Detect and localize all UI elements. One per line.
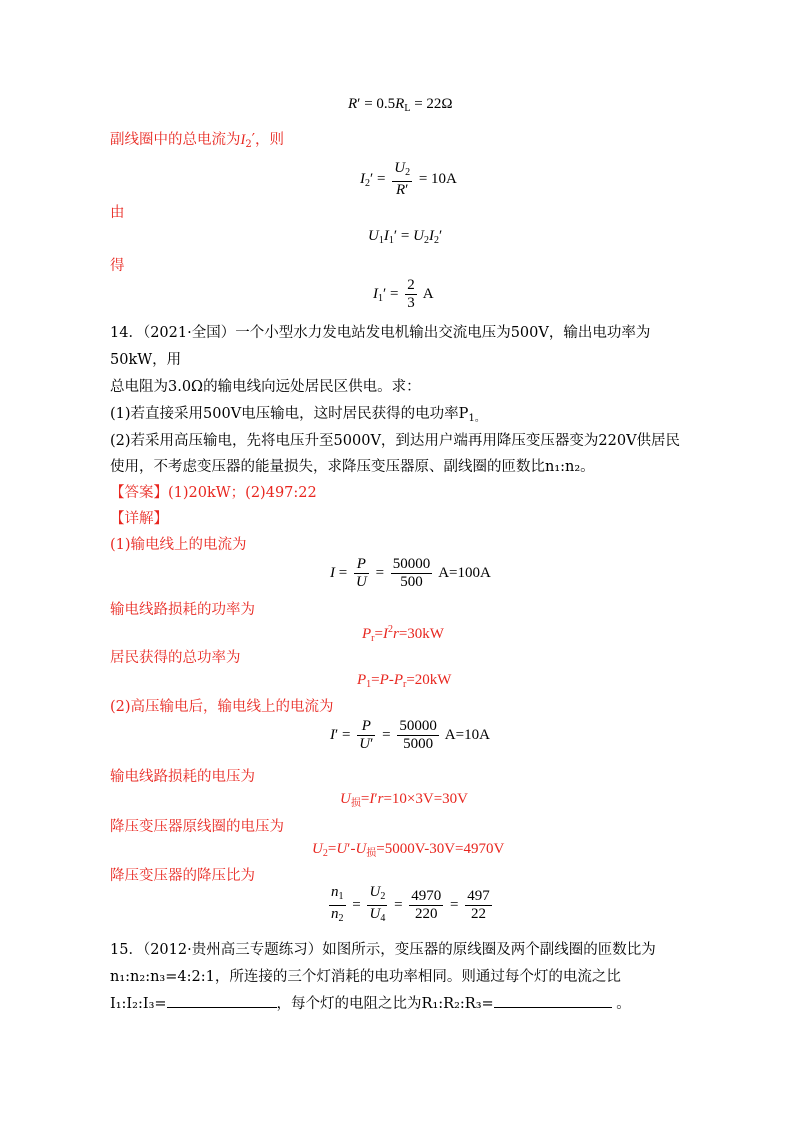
q14-part1: (1)若直接采用500V电压输电，这时居民获得的电功率$P_{1。}$ — [110, 406, 485, 424]
text-secondary-total-current: 副线圈中的总电流为$I_2'$，则 — [110, 132, 285, 150]
answer-blank-resistance-ratio[interactable] — [494, 993, 612, 1008]
q14-line1: 14．（2021·全国）一个小型水力发电站发电机输出交流电压为500V，输出电功率为 — [110, 325, 651, 341]
q14-step5: 输电线路损耗的电压为 — [110, 769, 255, 785]
answer-blank-current-ratio[interactable] — [167, 993, 277, 1008]
equation-r-prime: $R' = 0.5R_L = 22\Omega$ — [348, 96, 453, 114]
q14-step7: 降压变压器的降压比为 — [110, 868, 255, 884]
q14-part2a: (2)若采用高压输电，先将电压升至5000V，到达用户端再用降压变压器变为220V供居民 — [110, 433, 681, 449]
q14-step2: 输电线路损耗的功率为 — [110, 602, 255, 618]
equation-current-direct: I = $\frac{P}{U}$ = $\frac{50000}{500}$ A=100A — [330, 556, 491, 590]
text-de: 得 — [110, 258, 125, 274]
q15-line2: n₁:n₂:n₃=4:2:1，所连接的三个灯消耗的电功率相同。则通过每个灯的电流之比 — [110, 969, 621, 985]
q15-line3: I₁:I₂:I₃= ，每个灯的电阻之比为R₁:R₂:R₃= 。 — [110, 993, 631, 1014]
equation-i1-prime: $I_1'$ = $\frac{2}{3}$ A — [373, 277, 434, 311]
q14-line2: 50kW，用 — [110, 352, 182, 368]
q14-part2b: 使用，不考虑变压器的能量损失，求降压变压器原、副线圈的匝数比n₁:n₂。 — [110, 459, 595, 475]
equation-current-high-voltage: I′ = $\frac{P}{U'}$ = $\frac{50000}{5000}$ A=10A — [330, 718, 490, 752]
q15-line1: 15．（2012·贵州高三专题练习）如图所示，变压器的原线圈及两个副线圈的匝数比为 — [110, 942, 656, 958]
equation-primary-voltage: $U_2=U'-U_损=5000V-30V=4970V$ — [312, 841, 505, 859]
equation-i2-prime: $I_2'$ = $\frac{U_2}{R'}$ = 10A — [360, 160, 457, 198]
equation-power-loss: $P_r=I^2r=30kW$ — [362, 624, 444, 644]
q14-step1: (1)输电线上的电流为 — [110, 537, 247, 553]
q14-line3: 总电阻为3.0Ω的输电线向远处居民区供电。求： — [110, 379, 421, 395]
q14-step3: 居民获得的总功率为 — [110, 650, 241, 666]
equation-voltage-loss: $U_损=I'r=10\times 3V=30V$ — [340, 791, 468, 809]
equation-turns-ratio: $\frac{n_1}{n_2}$ = $\frac{U_2}{U_4}$ = $\frac{4970}{220}$ = $\frac{497}{22}$ — [331, 884, 490, 924]
equation-power-balance: $U_1I_1' = U_2I_2'$ — [368, 228, 443, 246]
q14-step4: (2)高压输电后，输电线上的电流为 — [110, 699, 334, 715]
q14-detail-label: 【详解】 — [110, 511, 168, 527]
q14-answer: 【答案】(1)20kW；(2)497:22 — [110, 485, 317, 501]
q14-step6: 降压变压器原线圈的电压为 — [110, 819, 284, 835]
equation-resident-power: $P_1=P-P_r=20kW$ — [357, 672, 452, 690]
text-you: 由 — [110, 205, 125, 221]
